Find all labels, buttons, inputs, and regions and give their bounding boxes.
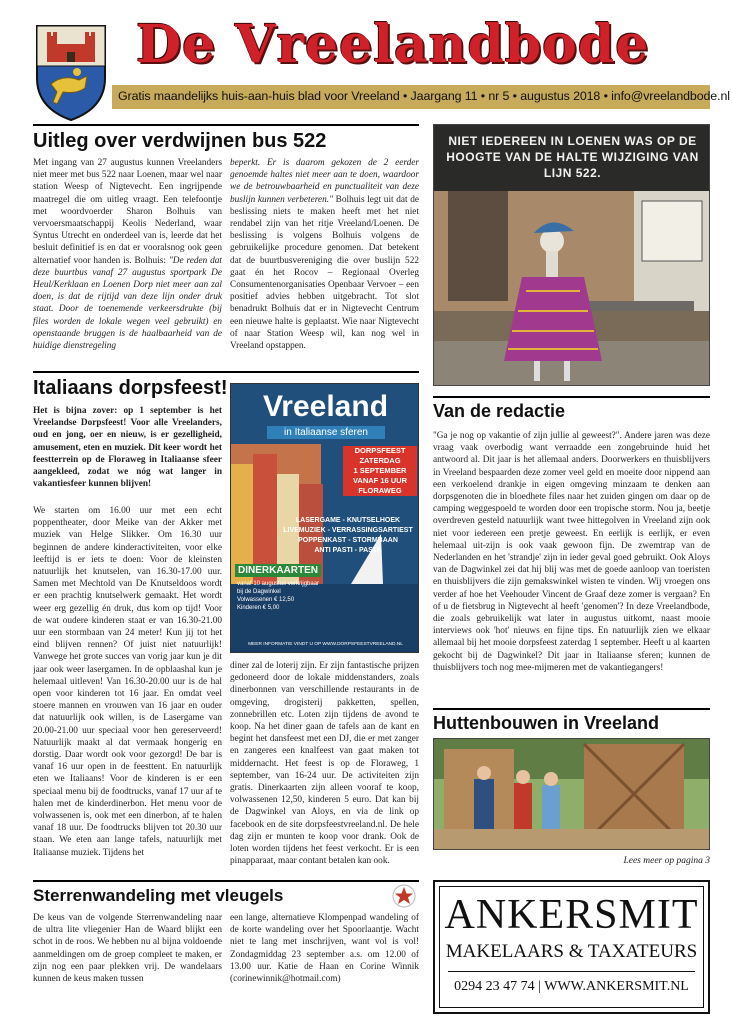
section-rule (433, 708, 710, 710)
poster-activity: LIVEMUZIEK - VERRASSINGSARTIEST (283, 527, 413, 534)
bus-col2-text: Bolhuis legt uit dat de beslissing niets te maken heeft met het niet rendabel zijn van het ritje Vreeland/Loenen. De beslissing is volgens Bolhuis volgens de gebruikelijke procedure genomen. Dat betekent dat de buurtbusvereniging die over buslijn 522 gaat én het Rocov – Regionaal Overleg Consumentenorganisaties Openbaar Vervoer – een positief advies hebben uitgebracht. Tot slot benadrukt Bolhuis dat er in Nigtevecht Centrum een nieuwe halte is geplaatst. Wie naar Nigtevecht of naar Station Weesp wil, kan nog wel in Vreeland opstappen. (230, 194, 419, 352)
ad-website[interactable]: WWW.ANKERSMIT.NL (544, 979, 689, 994)
photo-banner-text: NIET IEDEREEN IN LOENEN WAS OP DE HOOGTE VAN DE HALTE WIJZIGING VAN LIJN 522. (446, 134, 699, 180)
poster-diner-line: vanaf 10 augustus verkrijgbaar (237, 581, 320, 587)
section-rule (33, 880, 419, 882)
section-rule (33, 124, 419, 126)
poster-date-line: DORPSFEEST (343, 446, 417, 456)
bus-col1-text: Met ingang van 27 augustus kunnen Vreelanders niet meer met bus 522 naar Loenen, maar wel naar station Weesp of Nigtevecht. Een ingrijpende maatregel die om uitleg vraagt. Een telefoontje met woordvoerder Sharon Bolhuis van vervoersmaatschappij Keolis Nederland, waar Syntus Utrecht en onderdeel van is, leerde dat het besluit definitief is en dat er vooralsnog ook geen alternatief voor handen is. Bolhuis: (33, 158, 222, 266)
section-rule (33, 371, 419, 373)
redactie-headline: Van de redactie (433, 401, 566, 421)
hutten-headline: Huttenbouwen in Vreeland (433, 713, 660, 733)
bus-col1 (33, 157, 222, 365)
sterren-col1: De keus van de volgende Sterrenwandeling naar de ultra lite vliegenier Han de Waard blijkt een schot in de roos. We hebben nu al bijna voldoende aanmeldingen om de groep compleet te maken, er zijn nog een paar plekken vrij. De wandelaars kunnen de keus maken tussen (33, 913, 222, 985)
sterren-col2: een lange, alternatieve Klompenpad wandeling of de korte wandeling over het Spoorlaantje. Wacht niet te lang met inschrijven, want vol is vol! Zondagmiddag 23 september a.s. om 12.00 of 13.00 uur. Katie de Haan en Corine Winnik (corinewinnik@hotmail.com) (230, 913, 419, 985)
feest-col2: diner zal de loterij zijn. Er zijn fantastische prijzen gedoneerd door de lokale middenstanders, zoals dinerbonnen van verschillende restaurants in de omgeving, drogisterij pakketten, spellen, zonnebrillen etc. Loten zijn tijdens de avond te koop. Na het diner gaan de tafels aan de kant en begint het dansfeest met een DJ, die er met zanger en zangeres een knalfeest van gaat maken tot middernacht. Het feest is op de Floraweg, 1 september, van 16-24 uur. De activiteiten zijn gratis. Dinerkaarten zijn alleen vooraf te koop, volwassenen 12,50, kinderen 5 euro. Dat kan bij de Dagwinkel van Aloys, en via de link op facebook en de site dorpsfeestvreeland.nl. De hele dag zijn er munten te koop voor drank. Ook de loten worden tijdens het feest verkocht. Er is een pinapparaat, maar contant betalen kan ook. (230, 661, 419, 867)
bus-col2-quote: beperkt. Er is daarom gekozen de 2 eerder genoemde haltes niet meer aan te doen, waardoor we de betrouwbaarheid en punctualiteit van deze buslijn kunnen verbeteren." (230, 158, 419, 205)
bus-col2 (230, 157, 419, 365)
masthead-title: De Vreelandbode (136, 14, 650, 75)
feest-lead: Het is bijna zover: op 1 september is het Vreelandse Dorpsfeest! Voor alle Vreelanders, oud en jong, oer en nieuw, is er gezelligheid, amusement, eten en muziek. Dit keer wordt het feestterrein op de Floraweg in Italiaanse sfeer aangekleed, zodat we nóg wat langer in vakantiesfeer kunnen blijven! (33, 406, 222, 490)
ad-divider (448, 971, 695, 972)
star-icon (392, 884, 416, 908)
bus-col1-quote: "De reden dat deze buurtbus vanaf 27 augustus sportpark De Heul/Kerklaan en Loenen Dorp niet meer aan zal doen, is dat de rijtijd van deze lijn onder druk staat. Door de toenemende verkeersdrukte (bij files worden de lokale wegen veel gebruikt) en openstaande bruggen is de haalbaarheid van de huidige dienstregeling (33, 255, 222, 352)
poster-diner-line: Kinderen € 5,00 (237, 605, 280, 611)
ad-name: ANKERSMIT (444, 892, 699, 938)
poster-activity: LASERGAME - KNUTSELHOEK (295, 517, 401, 524)
poster-date-block (343, 446, 417, 496)
sterren-headline: Sterrenwandeling met vleugels (33, 886, 284, 905)
ad-tagline: MAKELAARS & TAXATEURS (445, 941, 698, 962)
hutten-scene (434, 739, 710, 850)
poster-diner-title: DINERKAARTEN (235, 564, 321, 577)
poster-date-line: FLORAWEG (343, 486, 417, 496)
redactie-body: "Ga je nog op vakantie of zijn jullie al geweest?". Andere jaren was deze vraag vaak overbodig want verraadde een zongebruinde huid het antwoord al. Dit jaar is het allemaal anders. Doorwerkers en thuisblijvers in Vreeland bespaarden deze zomer veel geld en moeite door nippend aan een verkoelend drankje in eigen omgeving minzaam te denken aan dorpsgenoten die in bloedhete files naar het zuiden gingen om daar op de camping weggespoeld te worden door een tropische storm. Nou ja, beetje overdreven gesteld natuurlijk want twee hittegolven in Vreeland zijn ook niet voor iedereen een pretje geweest. En eerlijk is eerlijk, er even helemaal uit-zijn is ook vaak gewoon fijn. De zwemtrap van de Nederlanden en het 'strandje' zijn in ieder geval goed gebruikt. Ook Aloys van de Dagwinkel zei dat hij blij was met de goede aanloop van toeristen en thuisblijvers die zijn gemakswinkel wisten te vinden. Wij vroegen ons verder af hoe het Veehouder Vincent de Graaf deze zomer is vergaan? En of u de fietsbrug in Nigtevecht al heeft 'genomen'? In deze Vreelandbode, die zoals gebruikelijk wat later in augustus uitkomt, naast mooie interviews ook 'hot' nieuws en fijne tips. En natuurlijk zien we elkaar allemaal bij het mooie dorpsfeest zaterdag 1 september. Heeft u al kaarten gekocht bij de Dagwinkel? Dit jaar in Italiaanse sferen; kunnen de thuisblijvers toch nog mee-mijmeren met de vakantiegangers! (433, 431, 710, 673)
poster-activity: POPPENKAST - STORMBAAN (298, 537, 398, 544)
hutten-photo (433, 738, 710, 850)
ad-contact (440, 979, 703, 995)
masthead-subtitle: Gratis maandelijks huis-aan-huis blad voor Vreeland • Jaargang 11 • nr 5 • augustus 2018 • info@vreelandbode.nl (118, 89, 730, 103)
poster-subtitle: in Italiaanse sferen (267, 426, 385, 439)
feest-col1: We starten om 16.00 uur met een echt poppentheater, door Meike van der Akker met muziek van Helge Slikker. Om 16.30 uur beginnen de andere kinderactiviteiten, voor elke leeftijd is er iets te doen: Voor de kleinsten natuurlijk het knutselen, van 16.30-17.00 uur. Samen met Mechtold van De Knutseldoos wordt er een prachtig knutselwerk gemaakt. Het wordt weer erg gezellig én druk, dus kom op tijd! Voor de wat oudere kinderen staat er van 16.30-21.00 uur een stormbaan van 24 meter! Kun jij tot het eind blijven rennen? Of juist niet natuurlijk! Vanwege het grote succes van vorig jaar kun je dit jaar ook weer lasergamen. In de opblaashal kun je helemaal uitleven! Van 16.30-20.00 uur is de hal open voor kinderen tot 16 jaar. En omdat veel stoere mannen en vrouwen van 16 jaar en ouder dat natuurlijk ook willen, is de Lasergame van 20.00-21.00 uur speciaal voor hen gereserveerd! Natuurlijk maakt al dat vermaak hongerig en dorstig. Daar wordt ook voor gezorgd! De bar is vanaf 16 uur open in de feesttent. En natuurlijk eten we Italiaans! Voor de kinderen is er een speciaal menu bij de foodtrucks, vanaf 17 uur af te halen met de kinderdinerbon. Het menu voor de volwassenen is, ook met een dinerbon, af te halen vanaf 18 uur. De foodtrucks blijven tot 20.30 uur staan. We eten aan lange tafels, natuurlijk met Italiaanse muziek. Tijdens het (33, 506, 222, 858)
coat-of-arms-logo (33, 22, 109, 122)
ankersmit-ad[interactable] (433, 880, 710, 1014)
poster-diner-line: Volwassenen € 12,50 (237, 597, 295, 603)
poster-footer: MEER INFORMATIE VINDT U OP WWW.DORPSFEESTVREELAND.NL (248, 642, 403, 647)
feest-headline: Italiaans dorpsfeest! (33, 377, 228, 399)
ad-separator: | (538, 979, 545, 994)
bus-stop-scene (434, 191, 710, 386)
poster-date-line: VANAF 16 UUR (343, 476, 417, 486)
poster-diner-info (237, 580, 337, 612)
poster-title: Vreeland (262, 390, 389, 423)
poster-date-line: 1 SEPTEMBER (343, 466, 417, 476)
ad-phone[interactable]: 0294 23 47 74 (454, 979, 535, 994)
poster-date-line: ZATERDAG (343, 456, 417, 466)
section-rule (433, 396, 710, 398)
dorpsfeest-poster (230, 383, 419, 653)
hutten-more-link[interactable]: Lees meer op pagina 3 (623, 856, 710, 866)
bus-headline: Uitleg over verdwijnen bus 522 (33, 130, 327, 152)
bus-stop-photo (433, 124, 710, 386)
poster-activities (279, 516, 417, 556)
poster-diner-line: bij de Dagwinkel (237, 589, 281, 595)
poster-activity: ANTI PASTI - PASTA (314, 547, 382, 554)
